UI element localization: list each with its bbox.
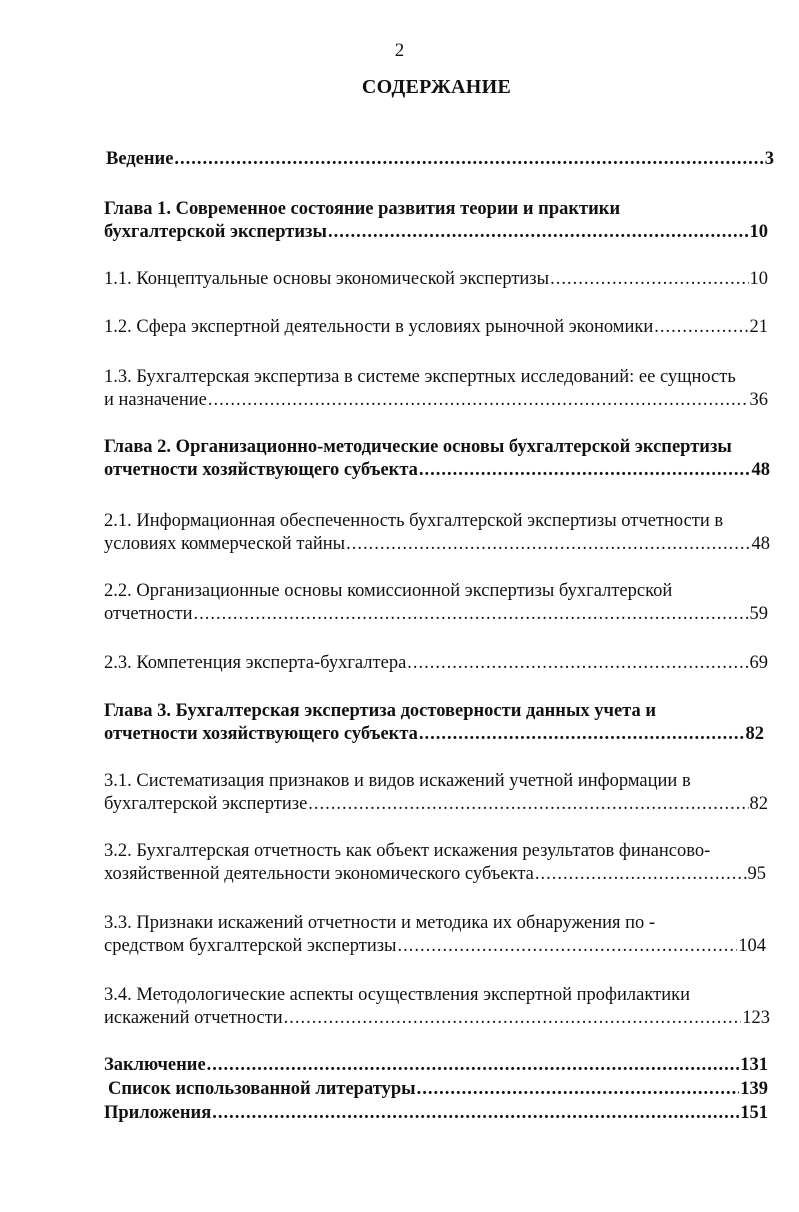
toc-page-number: 36 [749,390,768,410]
toc-page-number: 59 [749,604,768,624]
toc-entry-title: 3.3. Признаки искажений отчетности и методика их обнаружения по - [104,913,656,933]
toc-page-number: 48 [751,460,770,480]
dot-leader [208,389,749,412]
toc-entry-title: 2.3. Компетенция эксперта-бухгалтера [104,653,407,673]
page-title: СОДЕРЖАНИЕ [361,76,512,98]
dot-leader [419,723,745,746]
dot-leader [419,459,751,482]
toc-page-number: 82 [745,724,764,744]
dot-leader [194,603,749,626]
toc-page-number: 69 [749,653,768,673]
toc-entry-title: Приложения [104,1103,212,1123]
toc-entry-1-3[interactable] [104,366,768,412]
dot-leader [654,316,748,339]
toc-entry-title: 2.2. Организационные основы комиссионной экспертизы бухгалтерской [104,581,673,601]
toc-entry-title-cont: искажений отчетности [104,1008,283,1028]
toc-entry-references[interactable] [108,1078,768,1101]
toc-entry-title: 2.1. Информационная обеспеченность бухгалтерской экспертизы отчетности в [104,511,724,531]
dot-leader [407,652,748,675]
toc-entry-title: Заключение [104,1055,206,1075]
toc-page-number: 104 [738,936,766,956]
toc-page-number: 82 [749,794,768,814]
toc-entry-title-cont: отчетности хозяйствующего субъекта [104,460,418,480]
toc-entry-title: 3.4. Методологические аспекты осуществления экспертной профилактики [104,985,690,1005]
toc-entry-conclusion[interactable] [104,1054,768,1077]
toc-entry-title-cont: бухгалтерской экспертизы [104,222,327,242]
dot-leader [284,1007,742,1030]
toc-entry-title-cont: отчетности хозяйствующего субъекта [104,724,418,744]
toc-entry-chapter-1[interactable] [104,198,768,244]
toc-page-number: 131 [740,1055,768,1075]
toc-entry-title: Глава 2. Организационно-методические основы бухгалтерской экспертизы [104,437,732,457]
toc-page-number: 95 [747,864,766,884]
dot-leader [308,793,748,816]
toc-entry-appendices[interactable] [104,1102,768,1125]
toc-entry-title: Глава 3. Бухгалтерская экспертиза достоверности данных учета и [104,701,657,721]
toc-page-number: 10 [749,222,768,242]
toc-entry-title: Список использованной литературы [108,1079,416,1099]
toc-entry-title-cont: средством бухгалтерской экспертизы [104,936,397,956]
dot-leader [550,268,748,291]
toc-entry-3-3[interactable] [104,912,766,958]
page-number: 2 [394,40,405,61]
toc-entry-title: 1.3. Бухгалтерская экспертиза в системе экспертных исследований: ее сущность [104,367,736,387]
dot-leader [212,1102,739,1125]
toc-entry-2-3[interactable] [104,652,768,675]
dot-leader [346,533,750,556]
dot-leader [174,148,763,171]
toc-entry-2-2[interactable] [104,580,768,626]
toc-page-number: 139 [740,1079,768,1099]
toc-page-number: 21 [749,317,768,337]
toc-page-number: 48 [751,534,770,554]
toc-entry-title: Глава 1. Современное состояние развития теории и практики [104,199,621,219]
dot-leader [417,1078,740,1101]
dot-leader [535,863,747,886]
toc-entry-title: Ведение [106,149,174,169]
toc-page-number: 123 [742,1008,770,1028]
toc-entry-1-2[interactable] [104,316,768,339]
toc-entry-title-cont: хозяйственной деятельности экономического субъекта [104,864,534,884]
toc-entry-title: 3.1. Систематизация признаков и видов искажений учетной информации в [104,771,691,791]
toc-page-number: 3 [764,149,774,169]
toc-entry-3-1[interactable] [104,770,768,816]
dot-leader [397,935,737,958]
toc-page-number: 10 [749,269,768,289]
toc-entry-1-1[interactable] [104,268,768,291]
toc-entry-title-cont: условиях коммерческой тайны [104,534,346,554]
toc-entry-title: 1.2. Сфера экспертной деятельности в условиях рыночной экономики [104,317,654,337]
toc-entry-3-4[interactable] [104,984,770,1030]
toc-entry-2-1[interactable] [104,510,770,556]
toc-entry-title-cont: бухгалтерской экспертизе [104,794,308,814]
toc-entry-title-cont: отчетности [104,604,193,624]
toc-entry-chapter-2[interactable] [104,436,770,482]
toc-page-number: 151 [740,1103,768,1123]
toc-entry-introduction[interactable] [106,148,774,171]
dot-leader [207,1054,740,1077]
toc-entry-title-cont: и назначение [104,390,207,410]
toc-entry-title: 1.1. Концептуальные основы экономической экспертизы [104,269,550,289]
toc-entry-title: 3.2. Бухгалтерская отчетность как объект искажения результатов финансово- [104,841,711,861]
toc-entry-chapter-3[interactable] [104,700,764,746]
toc-entry-3-2[interactable] [104,840,766,886]
dot-leader [328,221,749,244]
